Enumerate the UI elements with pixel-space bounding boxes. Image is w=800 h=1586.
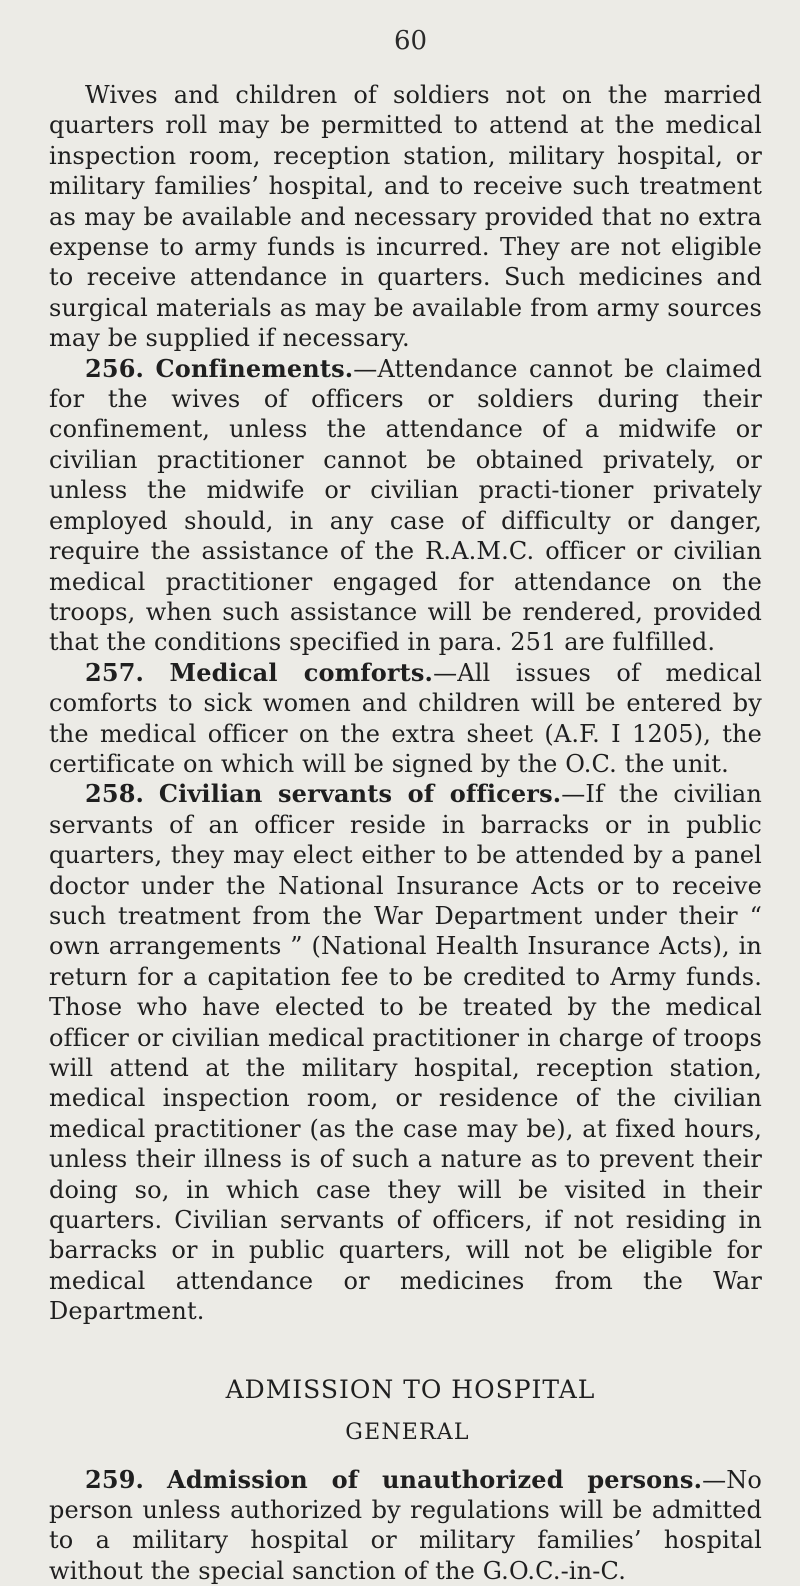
paragraph-number: 257.	[85, 657, 145, 687]
paragraph-text: Wives and children of soldiers not on the married quarters roll may be permitted to attend at the medical inspection room, reception station, military hospital, or military families’ hospital, and to receive such treatment as may be available and necessary provided that no extra expense to army funds is incurred. They are not eligible to receive attendance in quarters. Such medicines and surgical materials as may be available from army sources may be supplied if necessary.	[49, 81, 762, 353]
paragraph-number: 256.	[85, 353, 145, 383]
page-number: 60	[393, 26, 428, 56]
paragraph-heading: Medical comforts.	[169, 657, 434, 687]
paragraph-text: —If the civilian servants of an officer reside in barracks or in public quarters, they may elect either to be attended by a panel doctor under the National Insurance Acts or to receive such treatment from the War Department under their “ own arrangements ” (National Health Insurance Acts), in return for a capitation fee to be credited to Army funds. Those who have elected to be treated by the medical officer or civilian medical practitioner in charge of troops will attend at the military hospital, reception station, medical inspection room, or residence of the civilian medical practitioner (as the case may be), at fixed hours, unless their illness is of such a nature as to prevent their doing so, in which case they will be visited in their quarters. Civilian servants of officers, if not residing in barracks or in public quarters, will not be eligible for medical attendance or medicines from the War Department.	[49, 780, 762, 1326]
paragraph-257	[49, 658, 762, 780]
paragraph-256	[49, 354, 762, 658]
section-subheading: GENERAL	[345, 1419, 470, 1445]
paragraph-text: —Attendance cannot be claimed for the wives of officers or soldiers during their confinement, unless the attendance of a midwife or civilian practitioner cannot be obtained privately, or unless the midwife or civilian practi-tioner privately employed should, in any case of difficulty or danger, require the assistance of the R.A.M.C. officer or civilian medical practitioner engaged for attendance on the troops, when such assistance will be rendered, provided that the conditions specified in para. 251 are fulfilled.	[49, 354, 763, 657]
paragraph-number: 259.	[85, 1464, 145, 1494]
paragraph-259	[49, 1465, 762, 1586]
paragraph-text: —No person unless authorized by regulations will be admitted to a military hospital or military families’ hospital without the special sanction of the G.O.C.-in-C.	[49, 1465, 762, 1585]
paragraph-258	[49, 779, 762, 1326]
paragraph-heading: Admission of unauthorized persons.	[167, 1464, 703, 1494]
section-heading: ADMISSION TO HOSPITAL	[225, 1374, 596, 1404]
paragraph-heading: Confinements.	[155, 353, 354, 383]
paragraph-number: 258.	[85, 779, 145, 809]
paragraph-255-continued	[49, 80, 762, 354]
paragraph-text: —All issues of medical comforts to sick women and children will be entered by the medical officer on the extra sheet (A.F. I 1205), the certificate on which will be signed by the O.C. the unit.	[49, 658, 762, 778]
paragraph-heading: Civilian servants of officers.	[158, 779, 562, 809]
